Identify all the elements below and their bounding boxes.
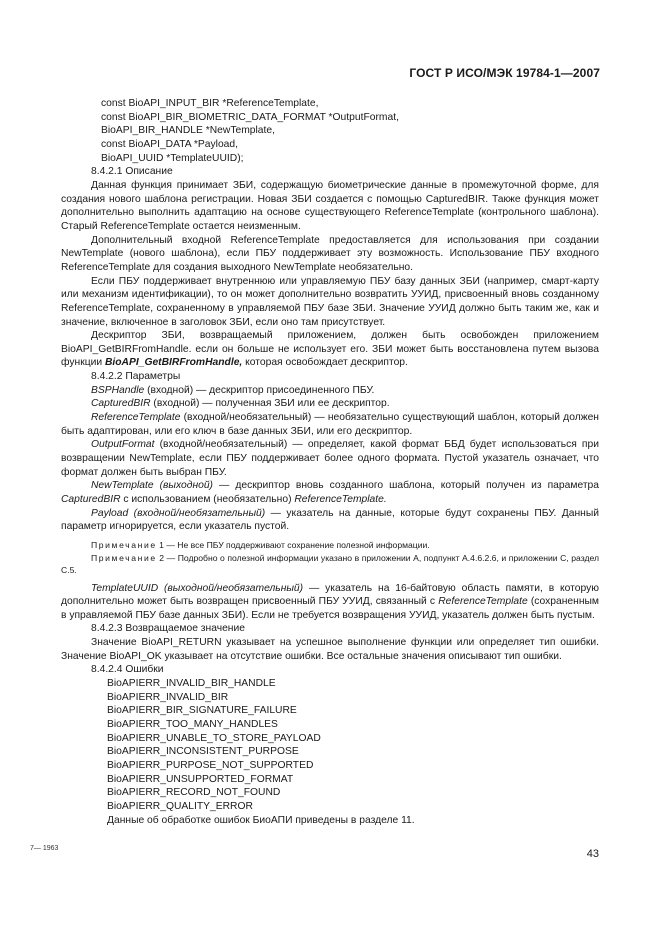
code-line: const BioAPI_BIR_BIOMETRIC_DATA_FORMAT *OutputFormat, xyxy=(101,111,399,123)
code-line: const BioAPI_INPUT_BIR *ReferenceTemplate, xyxy=(101,98,319,109)
error-code: BioAPIERR_UNABLE_TO_STORE_PAYLOAD xyxy=(107,732,321,744)
code-line: const BioAPI_DATA *Payload, xyxy=(101,138,238,150)
param-item xyxy=(61,438,599,479)
param-name: NewTemplate (выходной) xyxy=(91,480,213,492)
paragraph: Если ПБУ поддерживает внутреннюю или управляемую ПБУ базу данных ЗБИ (например, смарт-карту или механизм идентификации), то он может дополнительно возвратить УУИД, присвоенный вновь созданному ReferenceTemplate, сохраненному в управляемой ПБУ базе ЗБИ. Значение УУИД должно быть таким же, как и значение, включенное в заголовок ЗБИ, если оно там присутствует. xyxy=(61,275,599,328)
section-heading-description: 8.4.2.1 Описание xyxy=(91,166,173,178)
error-code: BioAPIERR_INVALID_BIR xyxy=(107,691,229,703)
param-desc: с использованием (необязательно) xyxy=(120,494,295,506)
param-item xyxy=(61,397,599,411)
paragraph: Данные об обработке ошибок БиоАПИ приведены в разделе 11. xyxy=(107,814,415,826)
section-heading-errors: 8.4.2.4 Ошибки xyxy=(91,664,164,676)
param-name: TemplateUUID (выходной/необязательный) xyxy=(91,582,304,594)
param-desc: — дескриптор вновь созданного шаблона, который получен из параметра xyxy=(213,480,599,492)
param-desc: (входной/необязательный) — необязательно существующий шаблон, который должен быть адаптирован, или его ключ в базе данных ЗБИ, или его дескриптор. xyxy=(61,412,599,437)
note-text: 2 — Подробно о полезной информации указано в приложении А, подпункт А.4.6.2.6, и приложении С, раздел С.5. xyxy=(61,552,599,575)
note xyxy=(61,539,599,552)
param-ref: ReferenceTemplate. xyxy=(294,494,387,506)
section-heading-parameters: 8.4.2.2 Параметры xyxy=(91,371,181,383)
param-name: Payload (входной/необязательный) xyxy=(91,507,266,519)
page-number: 43 xyxy=(586,848,599,860)
param-name: CapturedBIR xyxy=(91,398,151,410)
param-desc: (сохраненным в управляемой ПБУ базе данных ЗБИ). Если не требуется возвращения УУИД, указатель должен быть пустым. xyxy=(61,596,599,621)
page-content xyxy=(61,97,599,827)
error-code: BioAPIERR_QUALITY_ERROR xyxy=(107,801,253,812)
paragraph: Значение BioAPI_RETURN указывает на успешное выполнение функции или определяет тип ошибки. Значение BioAPI_OK указывает на отсутствие ошибки. Все остальные значения описывают тип ошибки. xyxy=(61,637,599,662)
param-desc: — указатель на данные, которые будут сохранены ПБУ. Данный параметр игнорируется, если указатель пустой. xyxy=(61,507,599,533)
section-heading-return: 8.4.2.3 Возвращаемое значение xyxy=(91,623,245,635)
param-item xyxy=(61,384,599,398)
note-label: Примечание xyxy=(91,540,157,550)
param-ref: CapturedBIR xyxy=(61,494,121,506)
paragraph-text: которая освобождает дескриптор. xyxy=(242,357,408,369)
param-name: ReferenceTemplate xyxy=(91,412,181,424)
error-code: BioAPIERR_INVALID_BIR_HANDLE xyxy=(107,678,276,690)
param-desc: — указатель на 16-байтовую область памяти, в которую дополнительно может быть возвращен присвоенный ПБУ УУИД, связанный с xyxy=(61,582,599,608)
error-code: BioAPIERR_RECORD_NOT_FOUND xyxy=(107,787,281,799)
function-name: BioAPI_GetBIRFromHandle, xyxy=(104,357,243,369)
param-item xyxy=(61,582,599,623)
printing-signature: 7— 1963 xyxy=(30,845,59,852)
paragraph: Данная функция принимает ЗБИ, содержащую биометрические данные в промежуточной форме, для создания нового шаблона регистрации. Новая ЗБИ создается с помощью CapturedBIR. Также функция может дополнительно выполнить адаптацию на основе существующего ReferenceTemplate (контрольного шаблона). Старый ReferenceTemplate остается неизменным. xyxy=(61,179,599,232)
param-item xyxy=(61,479,599,506)
note xyxy=(61,552,599,577)
param-item xyxy=(61,507,599,534)
error-code: BioAPIERR_TOO_MANY_HANDLES xyxy=(107,719,278,731)
paragraph xyxy=(61,329,599,370)
param-desc: (входной) — полученная ЗБИ или ее дескриптор. xyxy=(150,398,390,410)
param-desc: (входной/необязательный) — определяет, какой формат ББД будет использоваться при возвращении NewTemplate, если ПБУ поддерживает более одного формата. Пустой указатель означает, что формат должен быть выбран ПБУ. xyxy=(61,439,599,478)
code-line: BioAPI_BIR_HANDLE *NewTemplate, xyxy=(101,125,275,137)
error-code: BioAPIERR_BIR_SIGNATURE_FAILURE xyxy=(107,705,297,717)
error-code: BioAPIERR_PURPOSE_NOT_SUPPORTED xyxy=(107,760,314,772)
param-name: OutputFormat xyxy=(91,439,155,451)
paragraph: Дополнительный входной ReferenceTemplate предоставляется для использования при создании NewTemplate (нового шаблона), если ПБУ поддерживает эту возможность. Использование ПБУ входного ReferenceTemplate для создания выходного NewTemplate необязательно. xyxy=(61,234,599,273)
note-label: Примечание xyxy=(91,552,157,563)
note-text: 1 — Не все ПБУ поддерживают сохранение полезной информации. xyxy=(156,540,430,550)
error-code: BioAPIERR_UNSUPPORTED_FORMAT xyxy=(107,773,294,785)
code-line: BioAPI_UUID *TemplateUUID); xyxy=(101,152,244,164)
param-ref: ReferenceTemplate xyxy=(438,596,528,608)
param-item xyxy=(61,411,599,438)
standard-header: ГОСТ Р ИСО/МЭК 19784-1—2007 xyxy=(409,66,600,80)
paragraph-text: Дескриптор ЗБИ, возвращаемый приложением, должен быть освобожден приложением BioAPI_GetBIRFromHandle. если он больше не использует его. ЗБИ может быть восстановлена путем вызова функции xyxy=(61,330,599,369)
error-code: BioAPIERR_INCONSISTENT_PURPOSE xyxy=(107,746,299,758)
param-desc: (входной) — дескриптор присоединенного ПБУ. xyxy=(144,384,375,396)
param-name: BSPHandle xyxy=(91,384,145,396)
